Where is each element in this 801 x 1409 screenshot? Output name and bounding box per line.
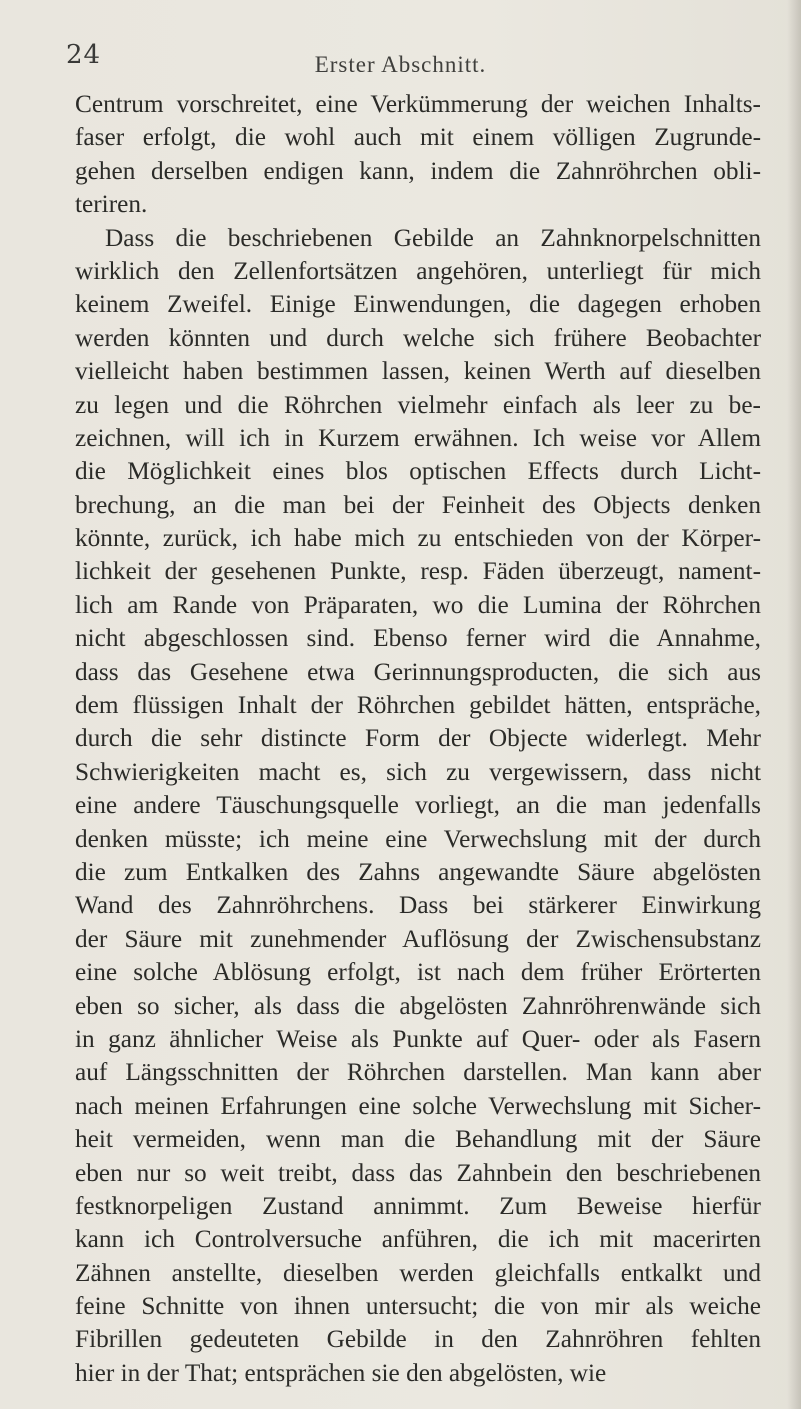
text-line: Wand des Zahnröhrchens. Dass bei stärkerer Einwirkung <box>75 891 761 920</box>
text-line: die zum Entkalken des Zahns angewandte Säure abgelösten <box>75 857 761 886</box>
text-line: eine solche Ablösung erfolgt, ist nach dem früher Erörterten <box>75 958 761 987</box>
text-line: hier in der That; entsprächen sie den abgelösten, wie <box>75 1358 607 1387</box>
text-line: faser erfolgt, die wohl auch mit einem völligen Zugrunde- <box>75 123 761 152</box>
text-line: könnte, zurück, ich habe mich zu entschieden von der Körper- <box>75 524 761 553</box>
text-line: feine Schnitte von ihnen untersucht; die von mir als weiche <box>75 1292 761 1321</box>
text-line: dass das Gesehene etwa Gerinnungsproducten, die sich aus <box>75 657 761 686</box>
text-line: Centrum vorschreitet, eine Verkümmerung der weichen Inhalts- <box>75 90 761 118</box>
paragraph-1 <box>75 88 761 222</box>
text-line: vielleicht haben bestimmen lassen, keinen Werth auf dieselben <box>75 357 761 386</box>
text-line: denken müsste; ich meine eine Verwechslung mit der durch <box>75 824 761 853</box>
text-line: Zähnen anstellte, dieselben werden gleichfalls entkalkt und <box>75 1258 761 1287</box>
page-edge-shadow <box>787 0 801 1409</box>
text-line: keinem Zweifel. Einige Einwendungen, die dagegen erhoben <box>75 290 761 319</box>
text-line: eben nur so weit treibt, dass das Zahnbein den beschriebenen <box>75 1158 761 1187</box>
text-line: auf Längsschnitten der Röhrchen darstellen. Man kann aber <box>75 1058 761 1087</box>
text-line: gehen derselben endigen kann, indem die Zahnröhrchen obli- <box>75 156 761 185</box>
body-text <box>75 88 761 1390</box>
text-line: dem flüssigen Inhalt der Röhrchen gebildet hätten, entspräche, <box>75 691 761 720</box>
text-line: nicht abgeschlossen sind. Ebenso ferner wird die Annahme, <box>75 624 761 653</box>
page-number: 24 <box>66 40 102 70</box>
text-line: Schwierigkeiten macht es, sich zu vergewissern, dass nicht <box>75 757 761 786</box>
text-line: Fibrillen gedeuteten Gebilde in den Zahnröhren fehlten <box>75 1325 761 1354</box>
text-line: teriren. <box>75 190 148 219</box>
running-head: Erster Abschnitt. <box>314 52 487 77</box>
text-line: heit vermeiden, wenn man die Behandlung mit der Säure <box>75 1125 761 1154</box>
paragraph-2 <box>75 222 761 1391</box>
text-line: brechung, an die man bei der Feinheit des Objects denken <box>75 490 761 519</box>
text-line: zeichnen, will ich in Kurzem erwähnen. Ich weise vor Allem <box>75 423 761 452</box>
text-line: der Säure mit zunehmender Auflösung der Zwischensubstanz <box>75 924 761 953</box>
text-line: Dass die beschriebenen Gebilde an Zahnknorpelschnitten <box>105 223 761 252</box>
text-line: nach meinen Erfahrungen eine solche Verwechslung mit Sicher- <box>75 1091 761 1120</box>
text-line: kann ich Controlversuche anführen, die ich mit macerirten <box>75 1225 761 1254</box>
text-line: lichkeit der gesehenen Punkte, resp. Fäden überzeugt, nament- <box>75 557 761 586</box>
text-line: in ganz ähnlicher Weise als Punkte auf Quer- oder als Fasern <box>75 1024 761 1053</box>
text-line: die Möglichkeit eines blos optischen Effects durch Licht- <box>75 457 761 486</box>
text-line: eben so sicher, als dass die abgelösten Zahnröhrenwände sich <box>75 991 761 1020</box>
text-line: wirklich den Zellenfortsätzen angehören, unterliegt für mich <box>75 256 761 285</box>
text-line: durch die sehr distincte Form der Objecte widerlegt. Mehr <box>75 724 761 753</box>
text-line: eine andere Täuschungsquelle vorliegt, an die man jedenfalls <box>75 791 761 820</box>
text-line: zu legen und die Röhrchen vielmehr einfach als leer zu be- <box>75 390 761 419</box>
text-line: lich am Rande von Präparaten, wo die Lumina der Röhrchen <box>75 590 761 619</box>
text-line: werden könnten und durch welche sich frühere Beobachter <box>75 323 761 352</box>
text-line: festknorpeligen Zustand annimmt. Zum Beweise hierfür <box>75 1191 761 1220</box>
